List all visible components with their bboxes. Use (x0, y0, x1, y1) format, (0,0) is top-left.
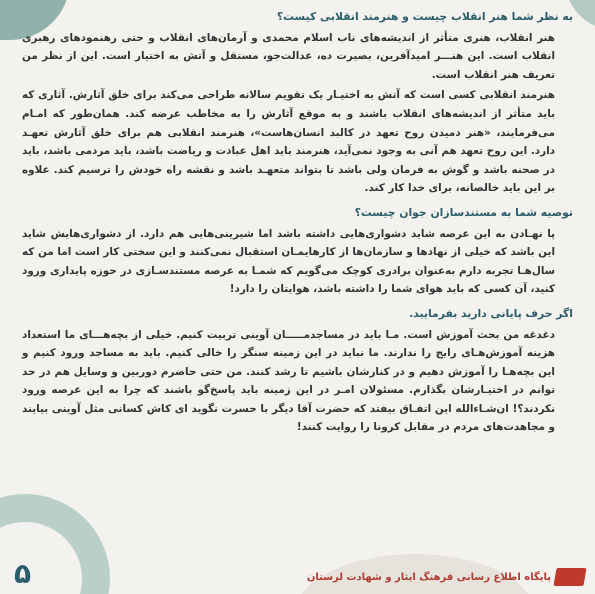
logo-text: پایگاه اطلاع رسانی فرهنگ ایثار و شهادت لرستان (306, 571, 551, 583)
answer-paragraph: هنر انقلاب، هنری متأثر از اندیشه‌های ناب اسلام محمدی و آرمان‌های انقلاب و حتی رهنمودهای رهبری انقلاب است. این هنـــر امیدآفرین، بصیرت ده، عدالت‌جو، مستقل و آتش به اختیار است. این از نظر من تعریف هنر انقلاب است. (22, 31, 555, 81)
answer-paragraph: پا نهـادن به این عرصه شاید دشواری‌هایی داشته باشد اما شیرینی‌هایی هم دارد. از دشواری‌هایش شاید این باشد که خیلی از نهادها و سازمان‌ها از کارهایمـان استقبال نمی‌کنند و این سختی کار است اما من که سال‌هـا تجربه دارم به‌عنوان برادری کوچک می‌گویم که شمـا به عرصه مستندسـازی در حوزه پایداری ورود کنید، آن کسی که باید هوای شما را داشته باشد، هوایتان را دارد! (22, 227, 555, 296)
question-heading: به نظر شما هنر انقلاب چیست و هنرمند انقلابی کیست؟ (276, 10, 573, 23)
answer-paragraph: هنرمند انقلابی کسی است که آتش به اختیـار یک تقویم سالانه طراحی می‌کند برای خلق آثارش. آثاری که باید متأثر از اندیشه‌های انقلاب باشند و به موقع آثارش را به مخاطب عرضه کند. همان‌طور که امـام می‌فرمایند، «هنر دمیدن روح تعهد در کالبد انسان‌هاست»، هنرمند انقلابی هم برای خلق آثارش تعهـد دارد. این روح تعهد هم آنی به وجود نمی‌آید، هنرمند باید اهل عبادت و ریاضت باشد، باید مردمی باشد، باید در صحنه باشد و گوش به فرمان ولی باشد تا بتواند متعهـد باشد و نقشه راه خودش را ترسیم کند. علاوه بر این باید خالصانه، برای خدا کار کند. (22, 89, 555, 195)
page-number: ۵ (14, 557, 32, 590)
question-heading: توصیه شما به مستندسازان جوان چیست؟ (354, 205, 573, 219)
answer-paragraph: دغدغه من بحث آموزش است. مـا باید در مساجدمـــــان آوینی تربیت کنیم. خیلی از بچه‌هـــای ما استعداد هزینه آموزش‌هـای رایج را ندارند. ما نباید در این زمینه سنگر را خالی کنیم. باید به مساجد ورود کنیم و این بچه‌هـا را آموزش دهیم و در کنارشان باشیم تا رشد کنند. من حتی حاضرم دوربین و وسایل هم در حد توانم در اختیـارشان بگذارم. مسئولان امـر در این زمینه باید پاسخ‌گو باشند که چرا به این عرصه ورود نکردند؟! ان‌شـاءالله این اتفـاق بیفتد که حضرت آقا دیگر با حسرت نگوید ای کاش کسانی مثل آوینی بیایند و مجاهدت‌های مردم در مقابل کرونا را روایت کنند! (22, 328, 555, 434)
site-logo[interactable] (307, 568, 585, 586)
question-heading: اگر حرف پایانی دارید بفرمایید. (409, 306, 573, 320)
logo-badge-icon (553, 568, 586, 586)
article-body (22, 8, 573, 439)
